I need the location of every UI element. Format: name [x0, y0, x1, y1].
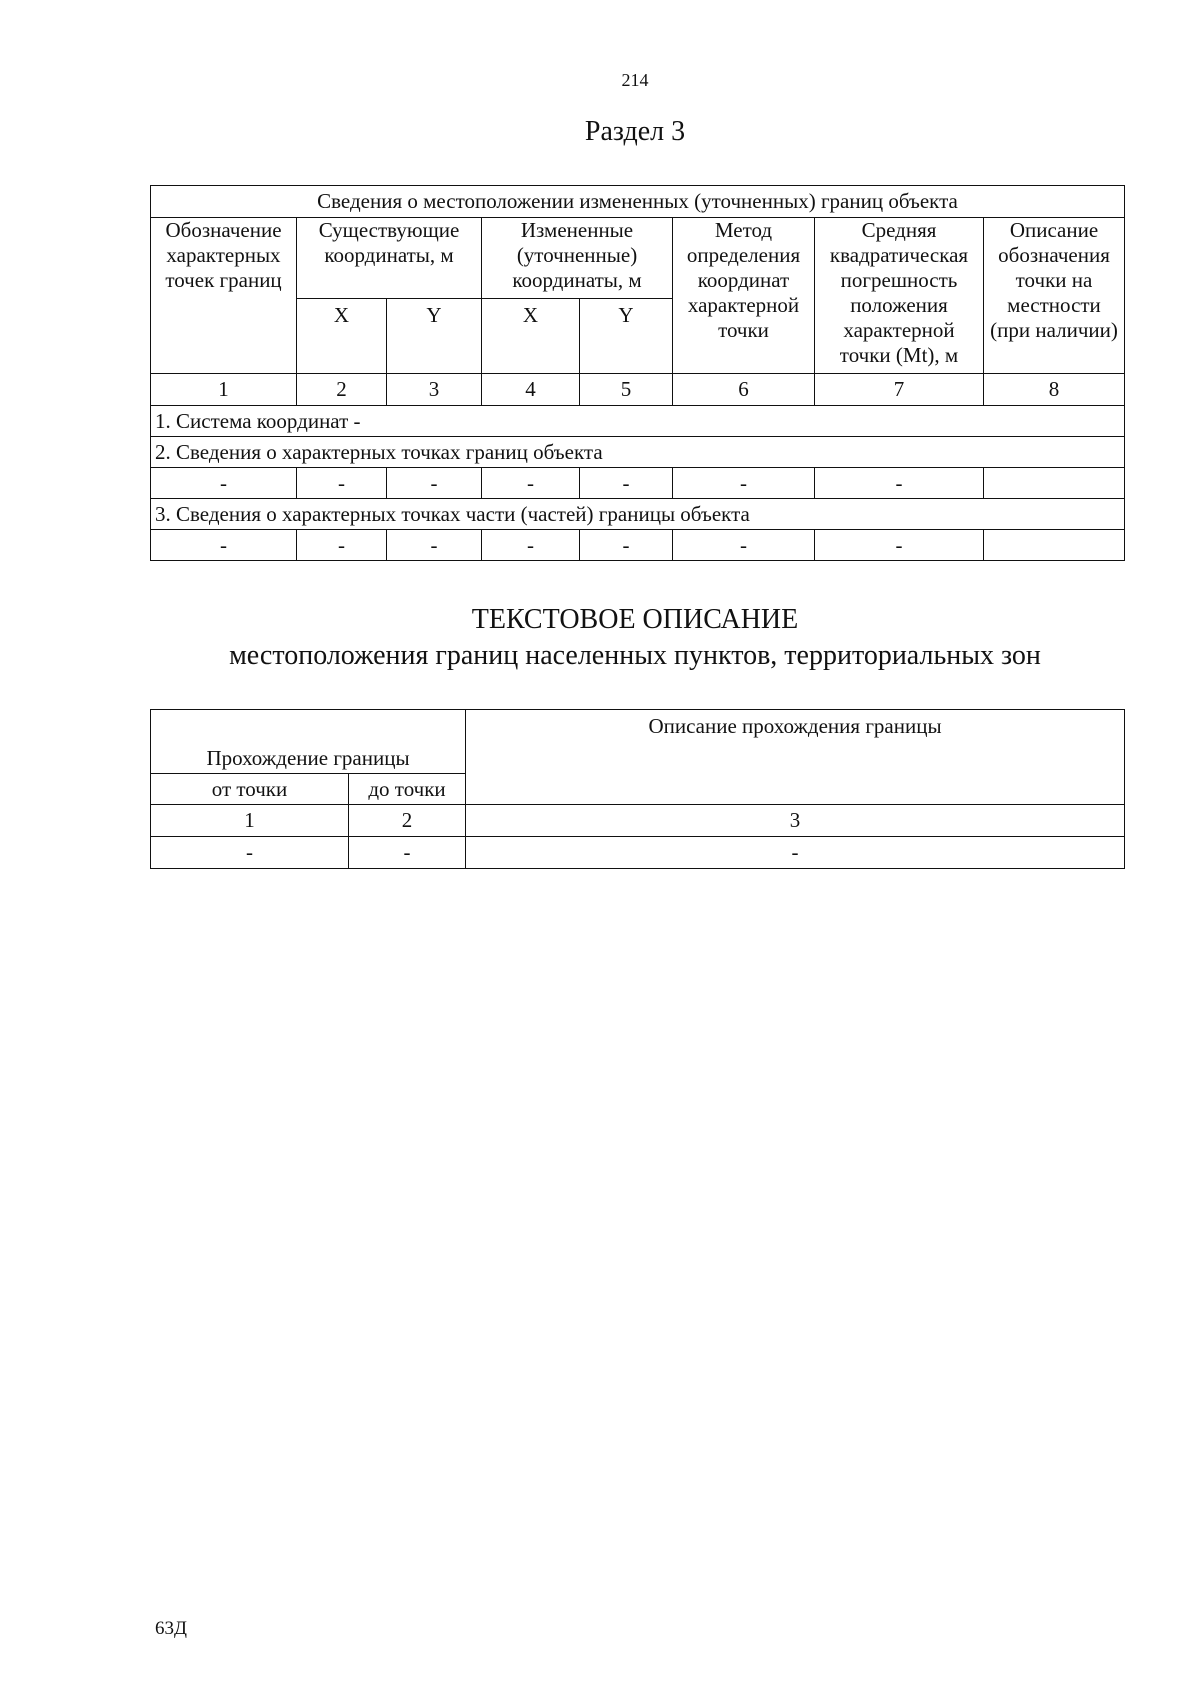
header-mean-error: Средняя квадратическая погрешность положения характерной точки (Mt), м [815, 218, 984, 374]
part-boundary-points-heading: 3. Сведения о характерных точках части (частей) границы объекта [151, 499, 1125, 530]
table-cell: - [466, 837, 1125, 869]
header-x-changed: X [482, 299, 580, 374]
header-x-existing: X [297, 299, 387, 374]
column-number: 1 [151, 374, 297, 406]
coordinates-table [150, 185, 1125, 561]
header-existing-coordinates: Существующие координаты, м [297, 218, 482, 299]
header-designation: Обозначение характерных точек границ [151, 218, 297, 374]
table-cell: - [297, 530, 387, 561]
column-number: 3 [466, 805, 1125, 837]
header-y-existing: Y [387, 299, 482, 374]
table-cell [984, 468, 1125, 499]
header-changed-coordinates: Измененные (уточненные) координаты, м [482, 218, 673, 299]
column-number: 2 [297, 374, 387, 406]
table-cell: - [580, 530, 673, 561]
coordinate-system-row: 1. Система координат - [151, 406, 1125, 437]
table-cell: - [482, 468, 580, 499]
header-to-point: до точки [349, 774, 466, 805]
table-cell: - [815, 530, 984, 561]
column-number: 5 [580, 374, 673, 406]
column-number: 3 [387, 374, 482, 406]
table-cell: - [151, 530, 297, 561]
table-cell: - [387, 468, 482, 499]
table-cell: - [815, 468, 984, 499]
table-cell: - [349, 837, 466, 869]
boundary-points-heading: 2. Сведения о характерных точках границ объекта [151, 437, 1125, 468]
column-number: 2 [349, 805, 466, 837]
table-cell: - [151, 468, 297, 499]
column-number: 1 [151, 805, 349, 837]
table-cell: - [580, 468, 673, 499]
page-number: 214 [621, 70, 649, 90]
table-cell: - [151, 837, 349, 869]
column-number: 7 [815, 374, 984, 406]
column-number: 6 [673, 374, 815, 406]
header-y-changed: Y [580, 299, 673, 374]
header-method: Метод определения координат характерной точки [673, 218, 815, 374]
header-from-point: от точки [151, 774, 349, 805]
table-cell: - [673, 468, 815, 499]
table-caption: Сведения о местоположении измененных (уточненных) границ объекта [151, 186, 1125, 218]
column-number: 4 [482, 374, 580, 406]
header-point-description: Описание обозначения точки на местности (при наличии) [984, 218, 1125, 374]
boundary-description-table [150, 709, 1125, 869]
text-description-title: ТЕКСТОВОЕ ОПИСАНИЕ [471, 604, 799, 635]
table-cell: - [673, 530, 815, 561]
table-cell: - [387, 530, 482, 561]
header-boundary-passage: Прохождение границы [151, 710, 466, 774]
table-cell [984, 530, 1125, 561]
column-number: 8 [984, 374, 1125, 406]
text-description-subtitle: местоположения границ населенных пунктов, территориальных зон [229, 640, 1041, 671]
section-title: Раздел 3 [584, 116, 686, 147]
footer-code: 63Д [155, 1618, 187, 1639]
table-cell: - [297, 468, 387, 499]
table-cell: - [482, 530, 580, 561]
header-passage-description: Описание прохождения границы [466, 710, 1125, 805]
